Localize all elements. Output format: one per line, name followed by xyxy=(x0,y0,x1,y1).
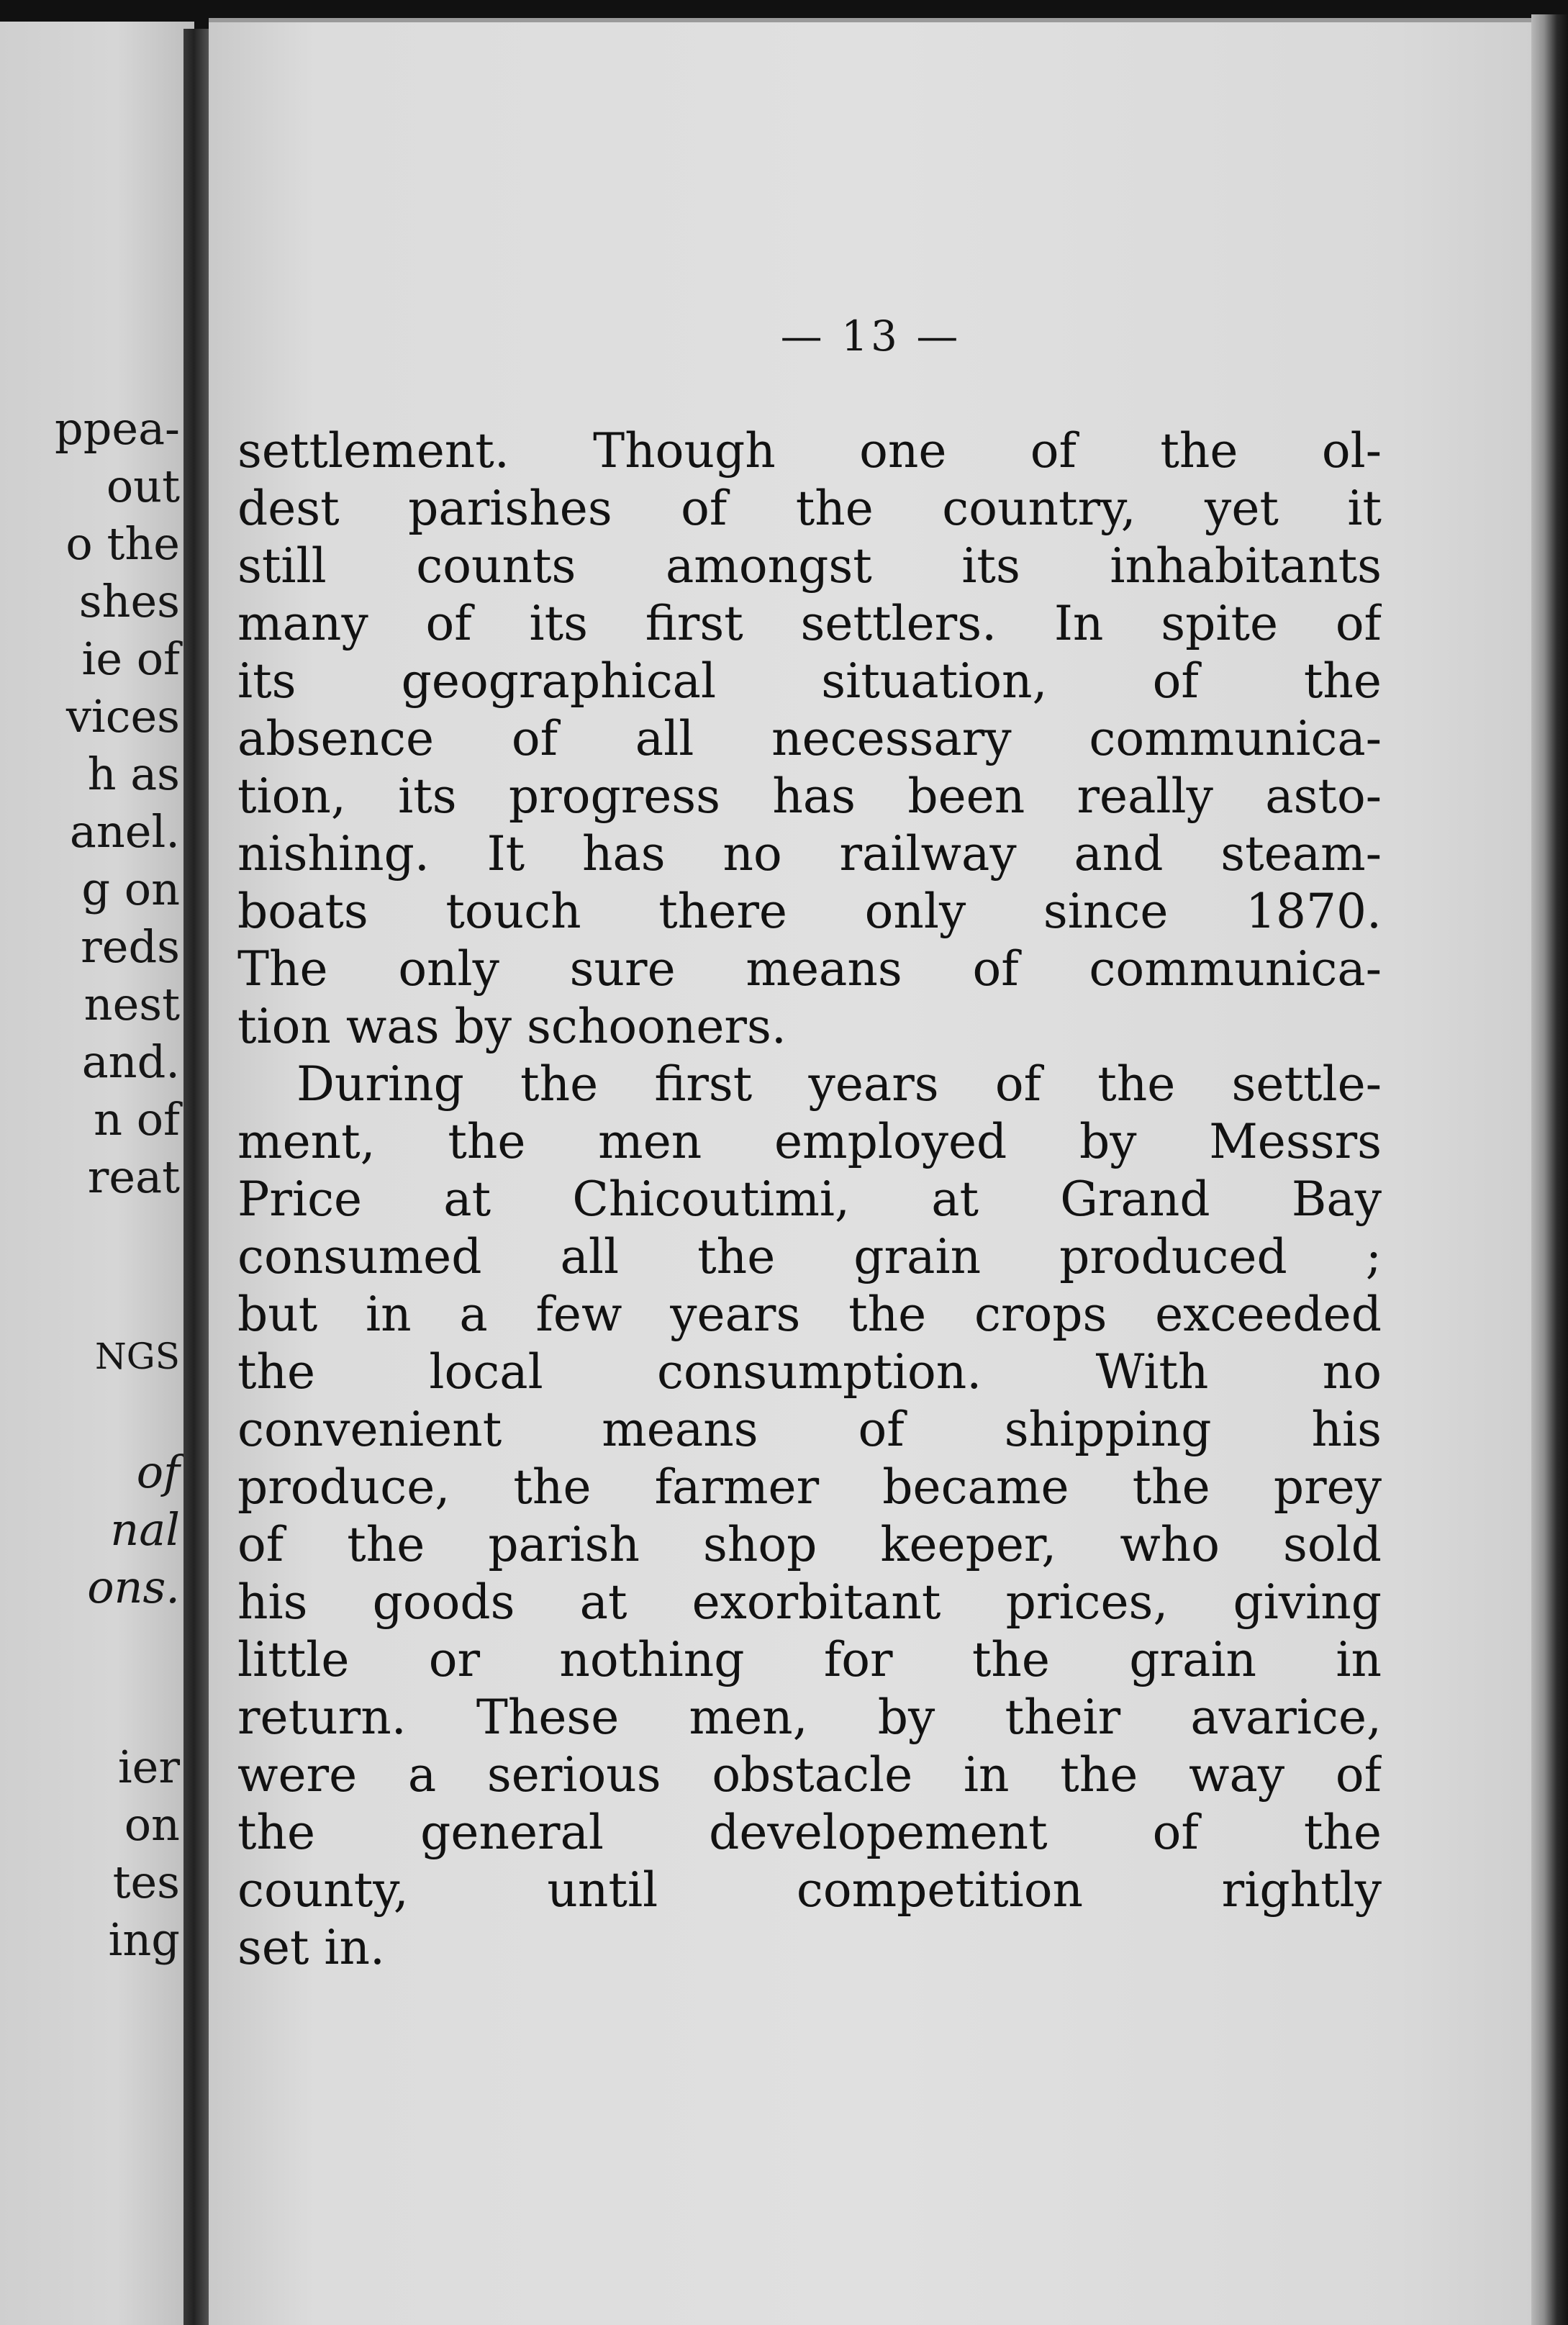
left-page-fragment: o the xyxy=(65,517,180,570)
left-page-fragment: reat xyxy=(87,1151,180,1203)
left-facing-page xyxy=(0,22,194,2325)
left-page-fragment: on xyxy=(124,1798,180,1851)
text-line: his goods at exorbitant prices, giving xyxy=(237,1574,1382,1630)
text-line: settlement. Though one of the ol- xyxy=(237,423,1382,479)
text-line: little or nothing for the grain in xyxy=(237,1632,1382,1687)
left-page-fragment: ier xyxy=(117,1741,180,1793)
text-line: ment, the men employed by Messrs xyxy=(237,1114,1382,1169)
text-line: but in a few years the crops exceeded xyxy=(237,1287,1382,1342)
page-edge-shadow xyxy=(1531,14,1568,2325)
text-line: The only sure means of communica- xyxy=(237,941,1382,997)
right-page xyxy=(209,18,1533,2325)
text-line: of the parish shop keeper, who sold xyxy=(237,1517,1382,1572)
left-page-fragment: vices xyxy=(65,690,180,743)
left-page-fragment: ons. xyxy=(87,1561,180,1613)
text-line: many of its first settlers. In spite of xyxy=(237,596,1382,651)
text-line: dest parishes of the country, yet it xyxy=(237,481,1382,536)
left-page-fragment: tes xyxy=(112,1856,180,1908)
text-line: consumed all the grain produced ; xyxy=(237,1229,1382,1284)
left-page-fragment: nest xyxy=(83,978,180,1030)
left-page-fragment: n of xyxy=(94,1093,180,1146)
left-page-fragment: ing xyxy=(108,1913,180,1966)
left-page-fragment: and. xyxy=(81,1035,180,1088)
page-number: — 13 — xyxy=(780,312,961,361)
text-line: were a serious obstacle in the way of xyxy=(237,1747,1382,1803)
text-line: the general developement of the xyxy=(237,1805,1382,1860)
text-line: boats touch there only since 1870. xyxy=(237,884,1382,939)
left-page-fragment: h as xyxy=(87,748,180,800)
book-gutter xyxy=(183,29,209,2325)
left-page-fragment: ie of xyxy=(81,633,180,685)
left-page-fragment: ppea- xyxy=(55,402,180,455)
text-line: set in. xyxy=(237,1920,386,1975)
left-page-fragment: reds xyxy=(81,920,180,973)
left-page-fragment: anel. xyxy=(69,805,180,858)
text-line: convenient means of shipping his xyxy=(237,1402,1382,1457)
body-text xyxy=(237,422,1382,1977)
text-line: county, until competition rightly xyxy=(237,1862,1382,1918)
left-page-fragment: out xyxy=(106,460,180,512)
text-line: absence of all necessary communica- xyxy=(237,711,1382,766)
text-line: During the first years of the settle- xyxy=(296,1056,1382,1112)
text-line: the local consumption. With no xyxy=(237,1344,1382,1400)
text-line: its geographical situation, of the xyxy=(237,653,1382,709)
left-page-fragment: shes xyxy=(78,575,180,627)
text-line: Price at Chicoutimi, at Grand Bay xyxy=(237,1171,1382,1227)
left-page-fragment: NGS xyxy=(95,1336,180,1377)
left-page-fragment: of xyxy=(136,1446,180,1498)
text-line: return. These men, by their avarice, xyxy=(237,1690,1382,1745)
left-page-fragment: g on xyxy=(81,863,180,915)
text-line: tion was by schooners. xyxy=(237,999,787,1054)
text-line: tion, its progress has been really asto- xyxy=(237,769,1382,824)
text-line: nishing. It has no railway and steam- xyxy=(237,826,1382,881)
text-line: produce, the farmer became the prey xyxy=(237,1459,1382,1515)
left-page-fragment: nal xyxy=(110,1503,180,1556)
text-line: still counts amongst its inhabitants xyxy=(237,538,1382,594)
